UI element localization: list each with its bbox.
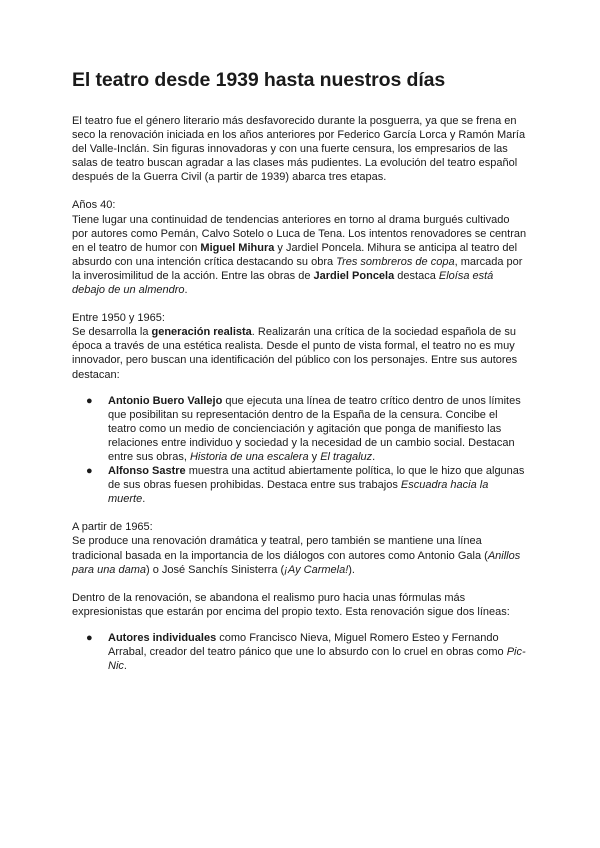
page-title: El teatro desde 1939 hasta nuestros días (72, 69, 446, 91)
section-1965 (72, 520, 528, 576)
bullet-icon: ● (86, 631, 93, 644)
author-name: Jardiel Poncela (313, 269, 395, 282)
bullet-icon: ● (86, 465, 93, 478)
section-paragraph: Se desarrolla la generación realista. Realizarán una crítica de la sociedad española de su época a través de una estética realista. Desde el punto de vista formal, el teatro no es muy innovador, pero buscan una identificación del público con los personajes. Entre sus autores destacan: (72, 326, 518, 381)
bullet-icon: ● (86, 394, 93, 407)
section-paragraph: Se produce una renovación dramática y teatral, pero también se mantiene una línea tradicional basada en la importancia de los diálogos con autores como Antonio Gala (Anillos para una dama) o José Sanchís Sinisterra (¡Ay Carmela!). (72, 535, 521, 576)
author-group: Autores individuales (108, 631, 217, 644)
work-title: Escuadra hacia la muerte (108, 479, 489, 506)
movement-name: generación realista (151, 326, 252, 339)
list-item: ● Alfonso Sastre muestra una actitud abiertamente política, lo que le hizo que algunas de sus obras fuesen prohibidas. Destaca entre sus trabajos Escuadra hacia la muerte. (86, 465, 525, 506)
work-title: El tragaluz (320, 450, 373, 463)
authors-list (72, 394, 528, 507)
section-heading: Años 40: (72, 199, 116, 212)
author-name: Antonio Buero Vallejo (108, 394, 223, 407)
section-paragraph: Tiene lugar una continuidad de tendencias anteriores en torno al drama burgués cultivado por autores como Pemán, Calvo Sotelo o Luca de Tena. Los intentos renovadores se centran en el teatro de humor con Miguel Mihura y Jardiel Poncela. Mihura se anticipa al teatro del absurdo con una intención crítica destacando su obra Tres sombreros de copa, marcada por la inverosimilitud de la acción. Entre las obras de Jardiel Poncela destaca Eloísa está debajo de un almendro. (72, 213, 527, 297)
section-heading: A partir de 1965: (72, 521, 153, 534)
work-title: Tres sombreros de copa (336, 255, 455, 268)
work-title: Anillos para una dama (72, 549, 521, 576)
author-name: Alfonso Sastre (108, 465, 186, 478)
intro-paragraph: El teatro fue el género literario más desfavorecido durante la posguerra, ya que se frena en seco la renovación iniciada en los años anteriores por Federico García Lorca y Ramón María del Valle-Inclán. Sin figuras innovadoras y con una fuerte censura, los empresarios de las salas de teatro buscan agradar a las clases más pudientes. La evolución del teatro español después de la Guerra Civil (a partir de 1939) abarca tres etapas. (72, 115, 526, 184)
list-item: ● Autores individuales como Francisco Nieva, Miguel Romero Esteo y Fernando Arrabal, creador del teatro pánico que une lo absurdo con lo cruel en obras como Pic-Nic. (86, 631, 526, 673)
section-renovation (72, 591, 528, 673)
author-name: Miguel Mihura (200, 241, 275, 254)
section-heading: Entre 1950 y 1965: (72, 312, 165, 325)
work-title: ¡Ay Carmela! (284, 563, 349, 576)
list-item: ● Antonio Buero Vallejo que ejecuta una línea de teatro crítico dentro de unos límites que posibilitan su representación dentro de la España de la censura. Concibe el teatro como un medio de concienciación y agitación que ponga de manifiesto las relaciones entre individuo y sociedad y la necesidad de un cambio social. Destacan entre sus obras, Historia de una escalera y El tragaluz. (86, 394, 521, 463)
section-1950-1965 (72, 311, 528, 506)
work-title: Historia de una escalera (189, 450, 309, 463)
work-title: Pic-Nic (108, 646, 526, 673)
work-title: Eloísa está debajo de un almendro (72, 269, 494, 297)
section-1940s (72, 198, 528, 297)
section-paragraph: Dentro de la renovación, se abandona el realismo puro hacia unas fórmulas más expresionistas que estarán por encima del propio texto. Esta renovación sigue dos líneas: (72, 591, 510, 618)
lines-list (72, 631, 528, 673)
